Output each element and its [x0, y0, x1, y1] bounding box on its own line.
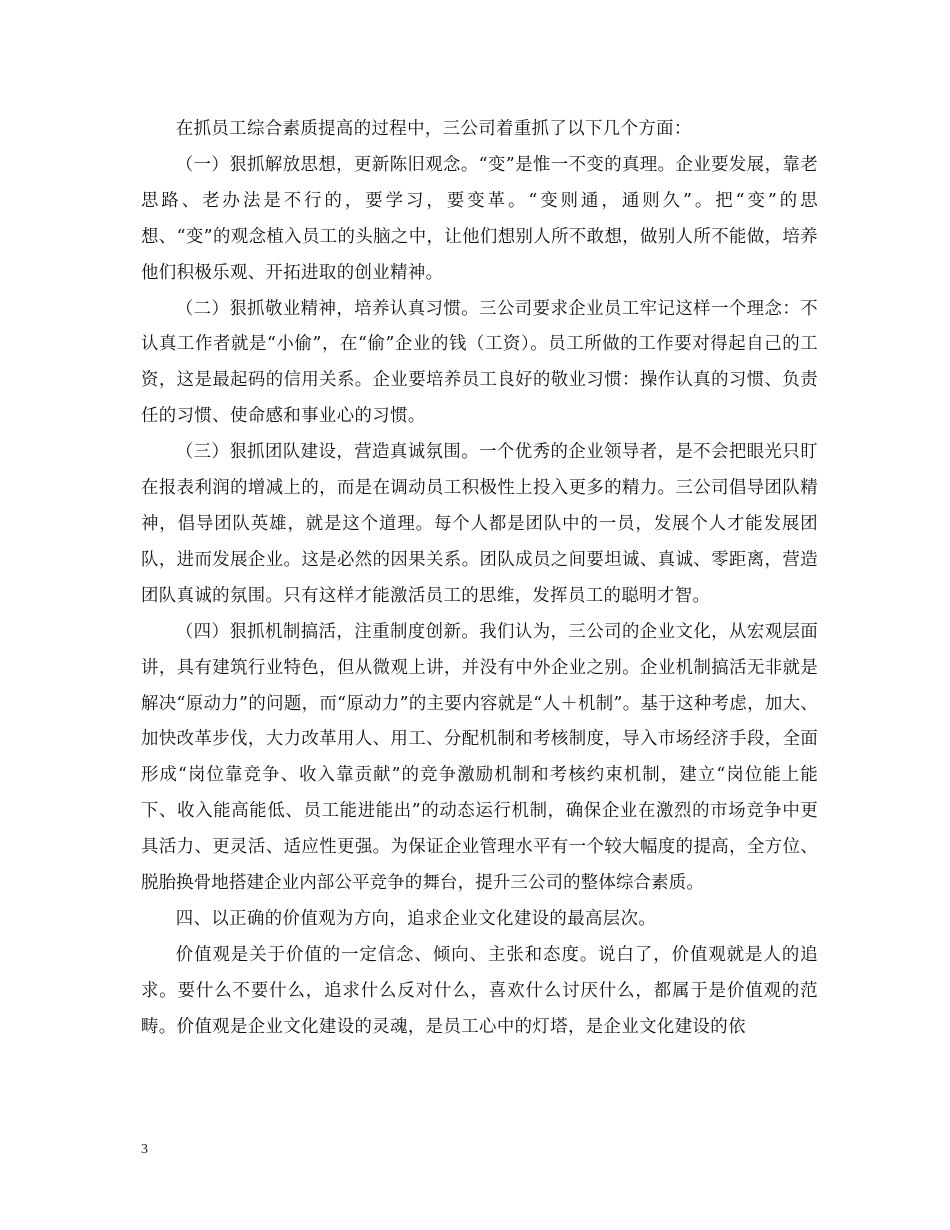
paragraph-item-4: （四）狠抓机制搞活，注重制度创新。我们认为，三公司的企业文化，从宏观层面讲，具有建筑行业特色，但从微观上讲，并没有中外企业之别。企业机制搞活无非就是解决“原动力”的问题，而“原动力”的主要内容就是“人＋机制”。基于这种考虑，加大、加快改革步伐，大力改革用人、用工、分配机制和考核制度，导入市场经济手段，全面形成“岗位靠竞争、收入靠贡献”的竞争激励机制和考核约束机制，建立“岗位能上能下、收入能高能低、员工能进能出”的动态运行机制，确保企业在激烈的市场竞争中更具活力、更灵活、适应性更强。为保证企业管理水平有一个较大幅度的提高，全方位、脱胎换骨地搭建企业内部公平竞争的舞台，提升三公司的整体综合素质。	[141, 621, 818, 894]
paragraph-item-3: （三）狠抓团队建设，营造真诚氛围。一个优秀的企业领导者，是不会把眼光只盯在报表利润的增减上的，而是在调动员工积极性上投入更多的精力。三公司倡导团队精神，倡导团队英雄，就是这个道理。每个人都是团队中的一员，发展个人才能发展团队，进而发展企业。这是必然的因果关系。团队成员之间要坦诚、真诚、零距离，营造团队真诚的氛围。只有这样才能激活员工的思维，发挥员工的聪明才智。	[141, 442, 818, 606]
document-body	[141, 112, 818, 1046]
section-heading-4: 四、以正确的价值观为方向，追求企业文化建设的最高层次。	[175, 908, 657, 929]
paragraph-item-2: （二）狠抓敬业精神，培养认真习惯。三公司要求企业员工牢记这样一个理念：不认真工作者就是“小偷”，在“偷”企业的钱（工资）。员工所做的工作要对得起自己的工资，这是最起码的信用关系。企业要培养员工良好的敬业习惯：操作认真的习惯、负责任的习惯、使命感和事业心的习惯。	[141, 298, 818, 427]
paragraph-intro: 在抓员工综合素质提高的过程中，三公司着重抓了以下几个方面：	[175, 119, 692, 139]
paragraph-values: 价值观是关于价值的一定信念、倾向、主张和态度。说白了，价值观就是人的追求。要什么不要什么，追求什么反对什么，喜欢什么讨厌什么，都属于是价值观的范畴。价值观是企业文化建设的灵魂，是员工心中的灯塔，是企业文化建设的依	[141, 944, 818, 1037]
paragraph-item-1: （一）狠抓解放思想，更新陈旧观念。“变”是惟一不变的真理。企业要发展，靠老思路、老办法是不行的，要学习，要变革。“变则通，通则久”。把“变”的思想、“变”的观念植入员工的头脑之中，让他们想别人所不敢想，做别人所不能做，培养他们积极乐观、开拓进取的创业精神。	[141, 154, 818, 283]
page-number: 3	[141, 1142, 148, 1157]
